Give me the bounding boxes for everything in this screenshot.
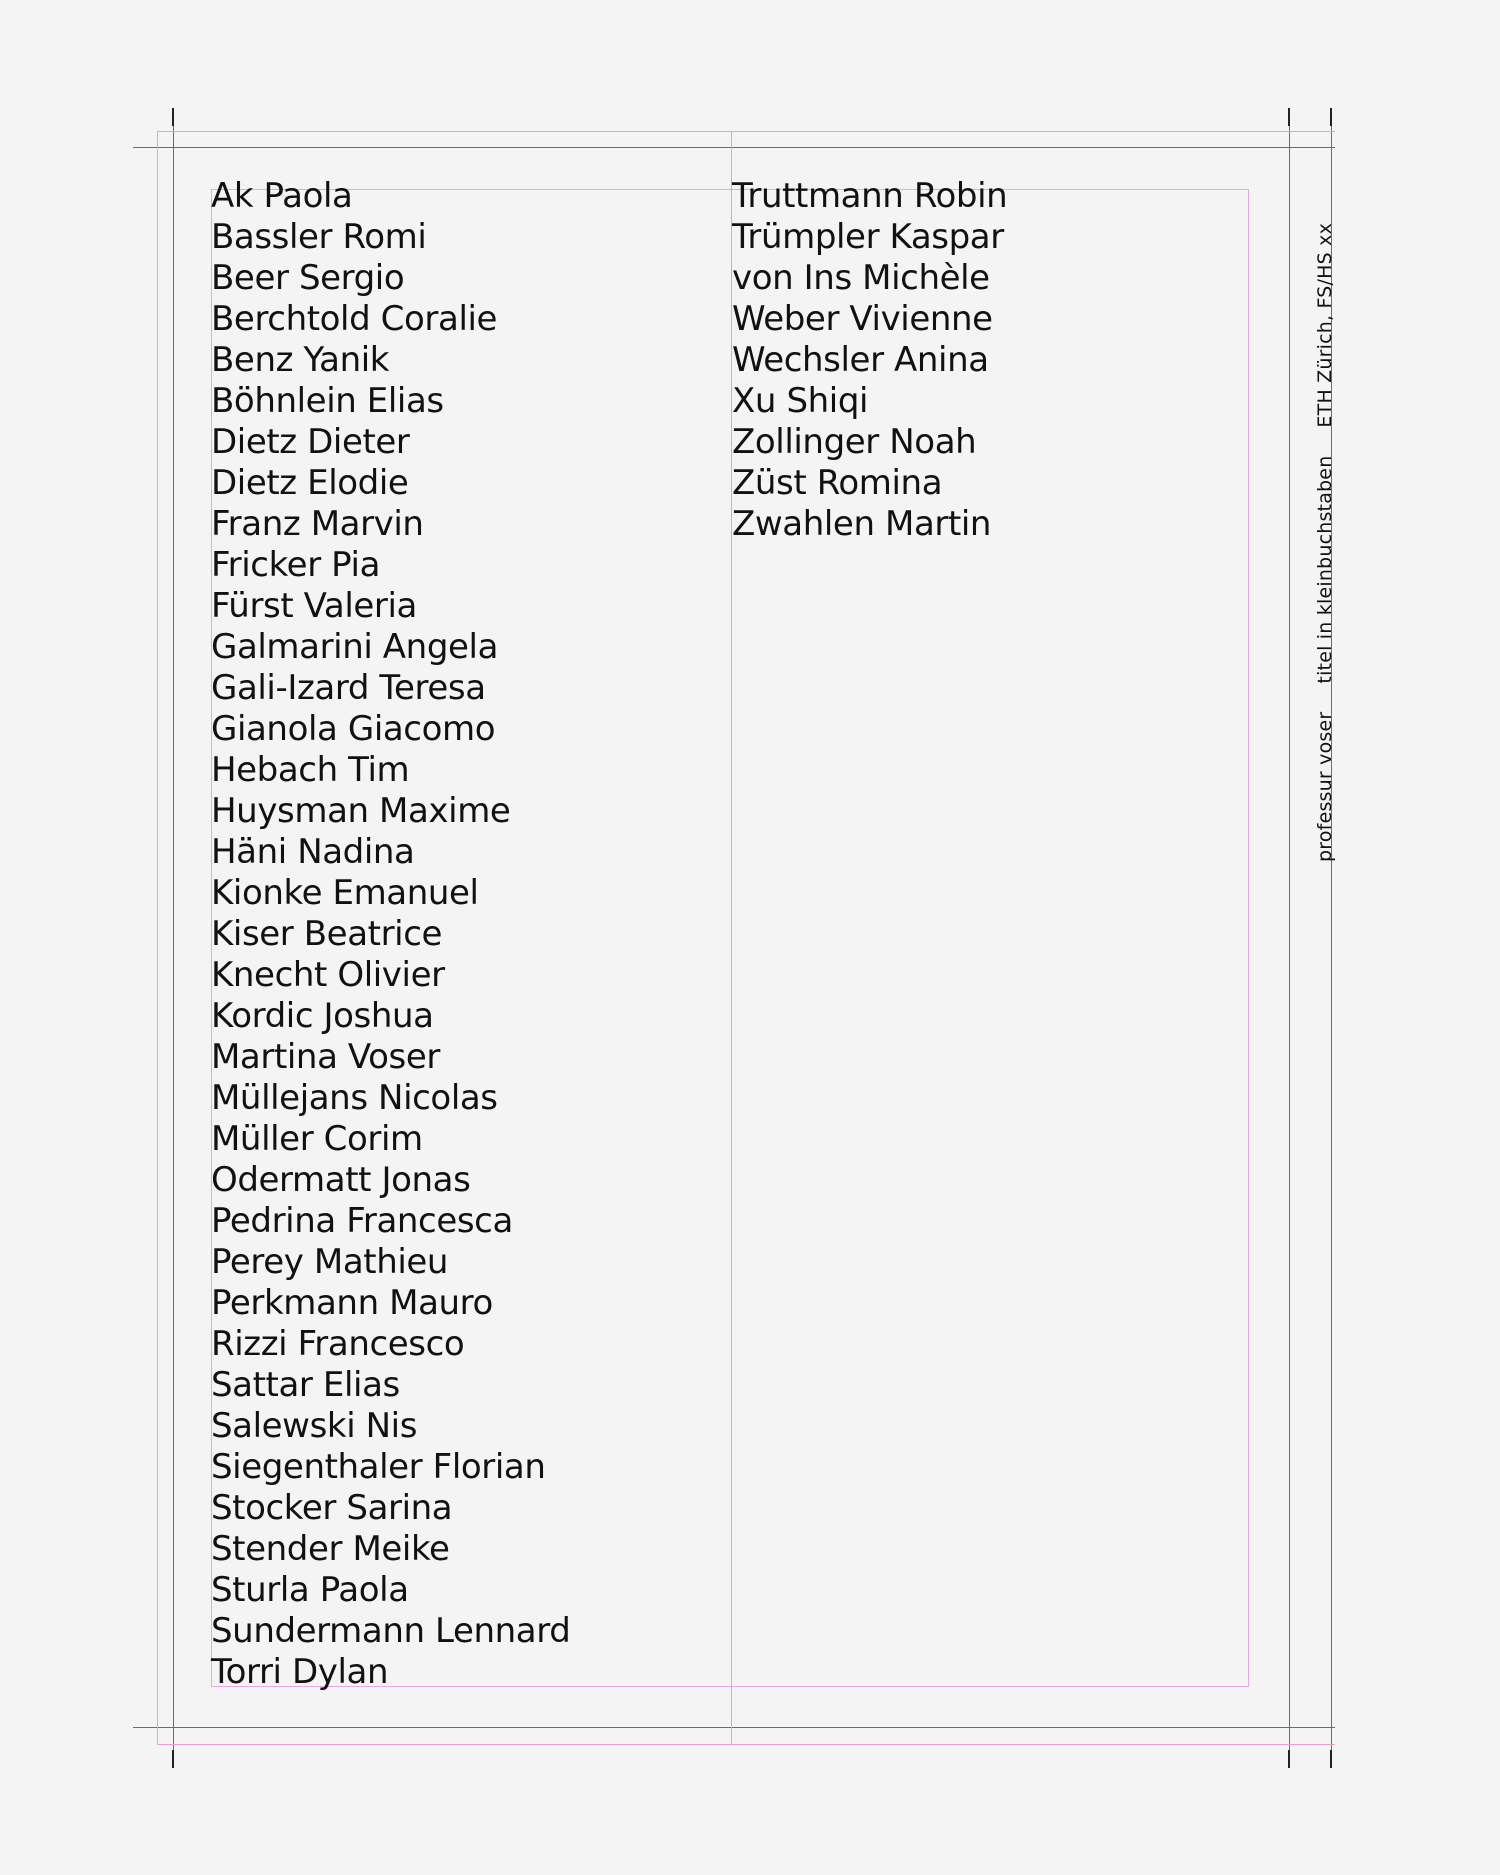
name-entry: Torri Dylan — [211, 1652, 389, 1692]
name-entry: Kionke Emanuel — [211, 873, 479, 913]
name-entry: Sattar Elias — [211, 1365, 400, 1405]
name-entry: Müllejans Nicolas — [211, 1078, 498, 1118]
name-entry: Stocker Sarina — [211, 1488, 453, 1528]
name-entry: Stender Meike — [211, 1529, 450, 1569]
name-entry: Gali-Izard Teresa — [211, 668, 486, 708]
names-column-1 — [211, 176, 570, 1693]
name-entry: Martina Voser — [211, 1037, 440, 1077]
crop-mark-top-right-inner — [1288, 108, 1290, 126]
side-caption — [1313, 195, 1337, 862]
name-entry: Huysman Maxime — [211, 791, 511, 831]
top-trim-guide — [133, 147, 1335, 148]
crop-mark-top-right-outer — [1330, 108, 1332, 126]
top-bleed-guide — [157, 131, 1335, 132]
institution-label: ETH Zürich, FS/HS xx — [1314, 222, 1336, 428]
left-trim-guide — [173, 110, 174, 1768]
name-entry: Ak Paola — [211, 176, 353, 216]
crop-mark-top-left — [172, 108, 174, 126]
name-entry: Beer Sergio — [211, 258, 405, 298]
name-entry: Siegenthaler Florian — [211, 1447, 546, 1487]
crop-mark-bottom-left — [172, 1750, 174, 1768]
name-entry: Dietz Elodie — [211, 463, 409, 503]
name-entry: Perkmann Mauro — [211, 1283, 493, 1323]
names-column-2 — [732, 176, 1007, 545]
bottom-bleed-guide — [157, 1744, 1335, 1745]
name-entry: Bassler Romi — [211, 217, 427, 257]
name-entry: Zollinger Noah — [732, 422, 977, 462]
name-entry: Knecht Olivier — [211, 955, 445, 995]
name-entry: Dietz Dieter — [211, 422, 410, 462]
name-entry: Häni Nadina — [211, 832, 415, 872]
name-entry: Müller Corim — [211, 1119, 423, 1159]
name-entry: Rizzi Francesco — [211, 1324, 465, 1364]
bottom-trim-guide — [133, 1727, 1335, 1728]
name-entry: Xu Shiqi — [732, 381, 869, 421]
name-entry: Kordic Joshua — [211, 996, 434, 1036]
name-entry: von Ins Michèle — [732, 258, 990, 298]
name-entry: Fricker Pia — [211, 545, 381, 585]
name-entry: Salewski Nis — [211, 1406, 418, 1446]
name-entry: Böhnlein Elias — [211, 381, 444, 421]
name-entry: Fürst Valeria — [211, 586, 417, 626]
name-entry: Hebach Tim — [211, 750, 410, 790]
name-entry: Benz Yanik — [211, 340, 390, 380]
name-entry: Weber Vivienne — [732, 299, 993, 339]
name-entry: Berchtold Coralie — [211, 299, 498, 339]
title-label: titel in kleinbuchstaben — [1314, 455, 1336, 684]
name-entry: Franz Marvin — [211, 504, 424, 544]
left-bleed-guide — [157, 131, 158, 1745]
crop-mark-bottom-right-outer — [1330, 1750, 1332, 1768]
name-entry: Truttmann Robin — [732, 176, 1008, 216]
name-entry: Sturla Paola — [211, 1570, 409, 1610]
name-entry: Züst Romina — [732, 463, 943, 503]
name-entry: Zwahlen Martin — [732, 504, 992, 544]
name-entry: Sundermann Lennard — [211, 1611, 571, 1651]
name-entry: Trümpler Kaspar — [732, 217, 1004, 257]
name-entry: Odermatt Jonas — [211, 1160, 471, 1200]
name-entry: Gianola Giacomo — [211, 709, 496, 749]
right-trim-guide — [1289, 110, 1290, 1768]
name-entry: Galmarini Angela — [211, 627, 498, 667]
name-entry: Wechsler Anina — [732, 340, 989, 380]
name-entry: Kiser Beatrice — [211, 914, 443, 954]
name-entry: Perey Mathieu — [211, 1242, 449, 1282]
crop-mark-bottom-right-inner — [1288, 1750, 1290, 1768]
right-margin-guide — [1248, 189, 1249, 1687]
chair-label: professur voser — [1314, 711, 1336, 862]
name-entry: Pedrina Francesca — [211, 1201, 513, 1241]
